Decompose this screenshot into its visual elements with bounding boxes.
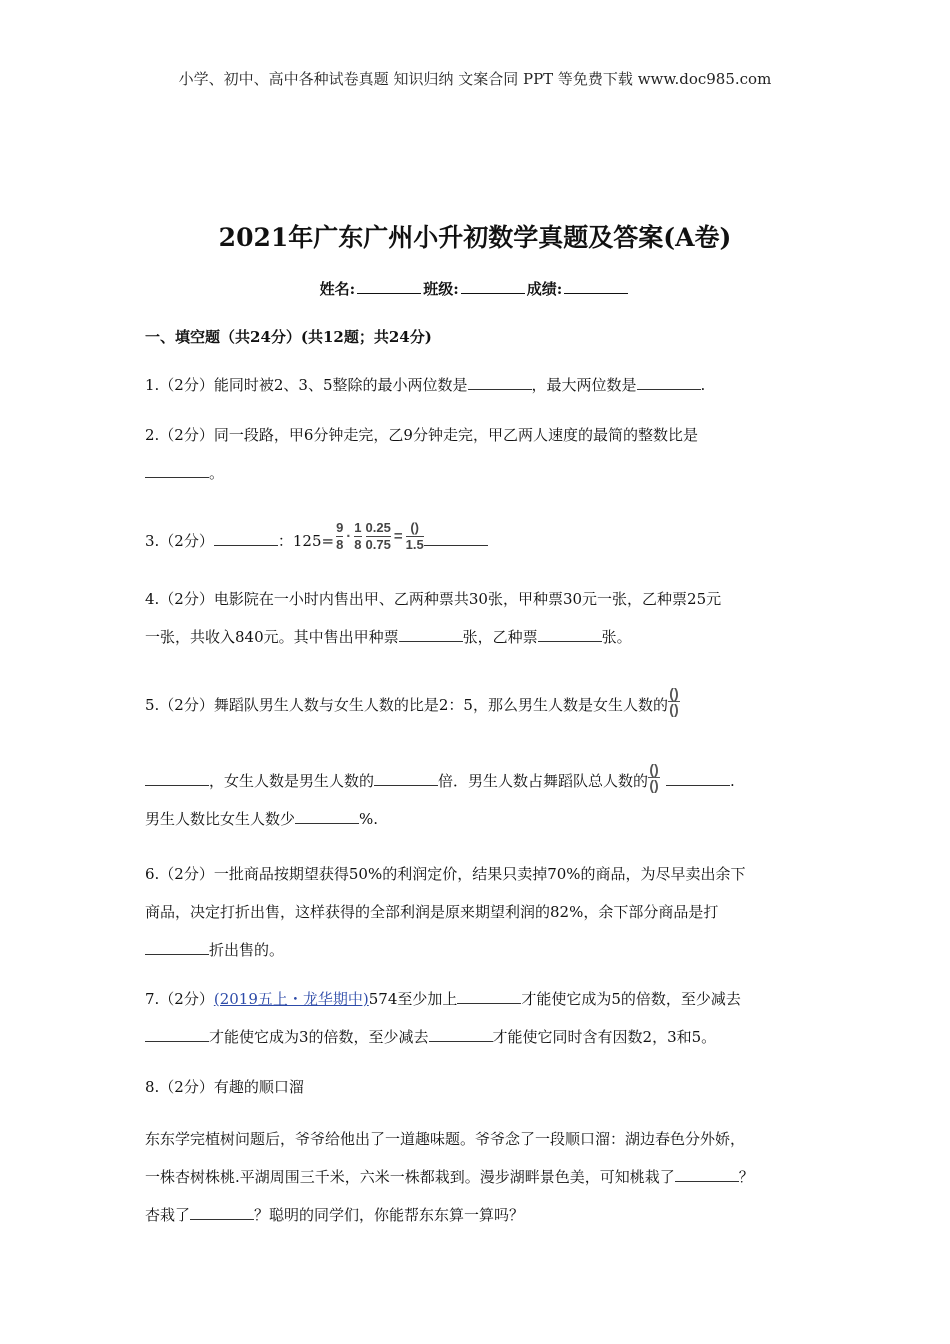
q3-fraction-4: $\frac{()}{1.5}$ <box>405 520 424 552</box>
q1-blank-2[interactable] <box>637 375 701 390</box>
q3-blank-2[interactable] <box>424 531 488 546</box>
q7-blank-3[interactable] <box>429 1027 493 1042</box>
student-info <box>0 278 950 299</box>
section-heading: 一、填空题（共24分）(共12题；共24分) <box>145 328 432 346</box>
q5-line2-end: . <box>730 772 735 790</box>
q4-line1: 4.（2分）电影院在一小时内售出甲、乙两种票共30张，甲种票30元一张，乙种票25元 <box>145 590 722 608</box>
q1-blank-1[interactable] <box>468 375 532 390</box>
q8-blank-1[interactable] <box>675 1167 739 1182</box>
q8-title: 8.（2分）有趣的顺口溜 <box>145 1078 304 1096</box>
q8-line2-a: 一株杏树株桃.平湖周围三千米，六米一株都栽到。漫步湖畔景色美，可知桃栽了 <box>145 1168 675 1186</box>
q5-blank-1[interactable] <box>145 771 209 786</box>
name-label: 姓名: <box>319 280 356 298</box>
q5-blank-3[interactable] <box>666 771 730 786</box>
q3-prefix: 3.（2分） <box>145 532 214 550</box>
q5-line3-a: 男生人数比女生人数少 <box>145 810 296 828</box>
q4-line2-b: 张，乙种票 <box>462 628 538 646</box>
q7-line1-a: 574至少加上 <box>368 990 458 1008</box>
question-6 <box>145 855 815 969</box>
q7-line2-b: 才能使它同时含有因数2，3和5。 <box>492 1028 717 1046</box>
question-5 <box>145 686 815 724</box>
site-header: 小学、初中、高中各种试卷真题 知识归纳 文案合同 PPT 等免费下载 www.doc985.com <box>178 70 772 88</box>
q8-line3-a: 杏栽了 <box>145 1206 191 1224</box>
q4-blank-2[interactable] <box>538 627 602 642</box>
question-7 <box>145 980 815 1056</box>
q6-blank[interactable] <box>145 940 209 955</box>
q7-line2-a: 才能使它成为3的倍数，至少减去 <box>209 1028 429 1046</box>
q3-math-expression <box>336 517 424 556</box>
q5-blank-4[interactable] <box>295 809 359 824</box>
page-title: 2021年广东广州小升初数学真题及答案(A卷) <box>218 223 732 252</box>
q5-fraction-1: $\frac{()}{()}$ <box>669 685 679 717</box>
question-2 <box>145 416 815 492</box>
q4-line2-a: 一张，共收入840元。其中售出甲种票 <box>145 628 399 646</box>
q7-prefix: 7.（2分） <box>145 990 214 1008</box>
q1-mid: ，最大两位数是 <box>531 376 637 394</box>
question-3 <box>145 522 815 562</box>
q3-fraction-3: $\frac{0.25}{0.75}$ <box>365 520 391 552</box>
q6-line2: 商品，决定打折出售，这样获得的全部利润是原来期望利润的82%，余下部分商品是打 <box>145 903 719 921</box>
q1-prefix: 1.（2分）能同时被2、3、5整除的最小两位数是 <box>145 376 468 394</box>
q5-line2-b: 倍．男生人数占舞蹈队总人数的 <box>438 772 649 790</box>
q3-blank-1[interactable] <box>214 531 278 546</box>
q3-fraction-1: $\frac{9}{8}$ <box>336 520 344 552</box>
q5-line3-end: %. <box>359 810 379 828</box>
q5-fraction-2: $\frac{()}{()}$ <box>649 761 659 793</box>
q1-end: . <box>700 376 706 394</box>
q2-end: 。 <box>209 464 225 482</box>
class-blank[interactable] <box>461 279 525 294</box>
q8-line2-end: ？ <box>738 1168 754 1186</box>
q7-line1-b: 才能使它成为5的倍数，至少减去 <box>521 990 741 1008</box>
q5-blank-2[interactable] <box>374 771 438 786</box>
q2-blank[interactable] <box>145 463 209 478</box>
q5-line1: 5.（2分）舞蹈队男生人数与女生人数的比是2：5，那么男生人数是女生人数的 <box>145 696 668 714</box>
q3-equals: = <box>393 527 403 545</box>
question-8 <box>145 1068 815 1106</box>
q2-line1: 2.（2分）同一段路，甲6分钟走完，乙9分钟走完，甲乙两人速度的最简的整数比是 <box>145 426 698 444</box>
q6-line1: 6.（2分）一批商品按期望获得50%的利润定价，结果只卖掉70%的商品，为尽早卖出余下 <box>145 865 746 883</box>
question-5-cont <box>145 762 815 838</box>
q4-line2-c: 张。 <box>601 628 632 646</box>
q4-blank-1[interactable] <box>399 627 463 642</box>
q8-line1: 东东学完植树问题后，爷爷给他出了一道趣味题。爷爷念了一段顺口溜：湖边春色分外娇， <box>145 1130 746 1148</box>
q8-line3-b: ？聪明的同学们，你能帮东东算一算吗？ <box>254 1206 525 1224</box>
score-label: 成绩: <box>526 280 563 298</box>
q7-blank-1[interactable] <box>457 989 521 1004</box>
q7-blank-2[interactable] <box>145 1027 209 1042</box>
class-label: 班级: <box>423 280 459 298</box>
q7-source-link[interactable]: (2019五上・龙华期中) <box>213 990 369 1008</box>
question-4 <box>145 580 815 656</box>
q3-mid: ：125= <box>277 532 335 550</box>
q3-fraction-2: $\frac{1}{8}$ <box>354 520 362 552</box>
question-1 <box>145 366 815 404</box>
question-8-body <box>145 1120 815 1234</box>
q5-line2-a: ，女生人数是男生人数的 <box>209 772 375 790</box>
q3-separator: · <box>346 527 352 545</box>
name-blank[interactable] <box>357 279 421 294</box>
score-blank[interactable] <box>564 279 628 294</box>
q6-line3-end: 折出售的。 <box>209 941 285 959</box>
q8-blank-2[interactable] <box>190 1205 254 1220</box>
